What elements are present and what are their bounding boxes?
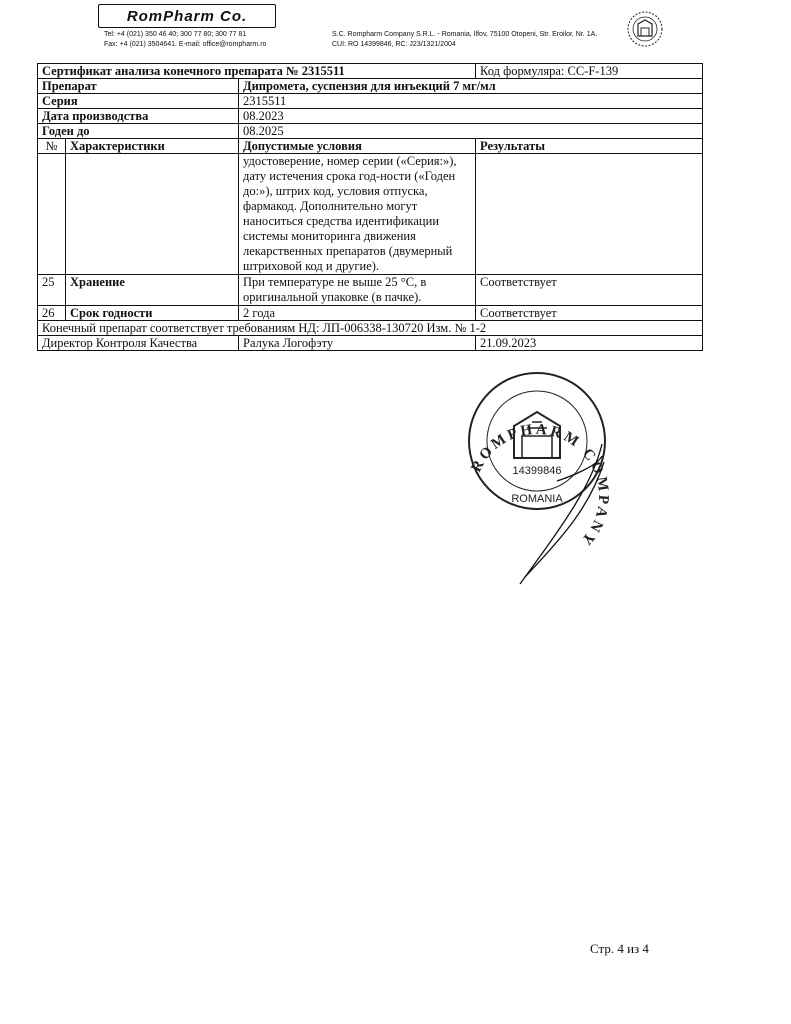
mfg-date-label: Дата производства [38, 109, 239, 124]
director-name: Ралука Логофэту [239, 336, 476, 351]
col-header-results: Результаты [476, 139, 703, 154]
expiry-row [38, 124, 703, 139]
item-condition: 2 года [239, 306, 476, 321]
item-name: Срок годности [66, 306, 239, 321]
item-condition: При температуре не выше 25 °С, в оригинальной упаковке (в пачке). [239, 275, 476, 306]
svg-text:ROMPHARM COMPANY [468, 422, 611, 550]
item-num: 26 [38, 306, 66, 321]
director-row [38, 336, 703, 351]
expiry-value: 08.2025 [239, 124, 703, 139]
corner-logo-icon [626, 10, 664, 48]
stamp-ring-text: ROMPHARM COMPANY [468, 421, 612, 550]
contact-fax-email: Fax: +4 (021) 3504641. E-mail: office@rompharm.ro [104, 41, 267, 48]
column-header-row [38, 139, 703, 154]
item-name: Хранение [66, 275, 239, 306]
title-row [38, 64, 703, 79]
compliance-row [38, 321, 703, 336]
continuation-row [38, 154, 703, 275]
table-row [38, 275, 703, 306]
contact-phone: Tel: +4 (021) 350 46 40; 300 77 80; 300 77 81 [104, 31, 247, 38]
item-result: Соответствует [476, 306, 703, 321]
contact-block [104, 30, 266, 50]
company-address-block [332, 30, 597, 50]
compliance-statement: Конечный препарат соответствует требованиям НД: ЛП-006338-130720 Изм. № 1-2 [38, 321, 703, 336]
page-number: Стр. 4 из 4 [590, 941, 649, 956]
col-header-conditions: Допустимые условия [239, 139, 476, 154]
col-header-num: № [38, 139, 66, 154]
formula-code: Код формуляра: CC-F-139 [476, 64, 703, 79]
series-row [38, 94, 703, 109]
item-result: Соответствует [476, 275, 703, 306]
product-row [38, 79, 703, 94]
director-label: Директор Контроля Качества [38, 336, 239, 351]
col-header-characteristics: Характеристики [66, 139, 239, 154]
company-stamp [452, 366, 622, 586]
item-num: 25 [38, 275, 66, 306]
letterhead [0, 0, 791, 60]
series-label: Серия [38, 94, 239, 109]
mfg-date-value: 08.2023 [239, 109, 703, 124]
company-logo: RomPharm Co. [98, 4, 276, 28]
stamp-number: 14399846 [512, 465, 562, 477]
continuation-conditions: удостоверение, номер серии («Серия:»), дату истечения срока год-ности («Годен до:»), штрих код, условия отпуска, фармакод. Дополнительно могут наноситься средства идентификации системы мониторинга движения лекарственных препаратов (двумерный штриховой код и другие). [239, 154, 476, 275]
sign-date: 21.09.2023 [476, 336, 703, 351]
certificate-table [37, 63, 703, 351]
company-address: S.C. Rompharm Company S.R.L. - Romania, Ilfov, 75100 Otopeni, Str. Eroilor, Nr. 1A. [332, 31, 598, 38]
company-registration: CUI: RO 14399846, RC: J23/1321/2004 [332, 41, 456, 48]
mfg-date-row [38, 109, 703, 124]
series-value: 2315511 [239, 94, 703, 109]
stamp-country: ROMANIA [511, 493, 563, 505]
product-value: Дипромета, суспензия для инъекций 7 мг/мл [239, 79, 703, 94]
certificate-title: Сертификат анализа конечного препарата № 2315511 [38, 64, 476, 79]
table-row [38, 306, 703, 321]
expiry-label: Годен до [38, 124, 239, 139]
product-label: Препарат [38, 79, 239, 94]
